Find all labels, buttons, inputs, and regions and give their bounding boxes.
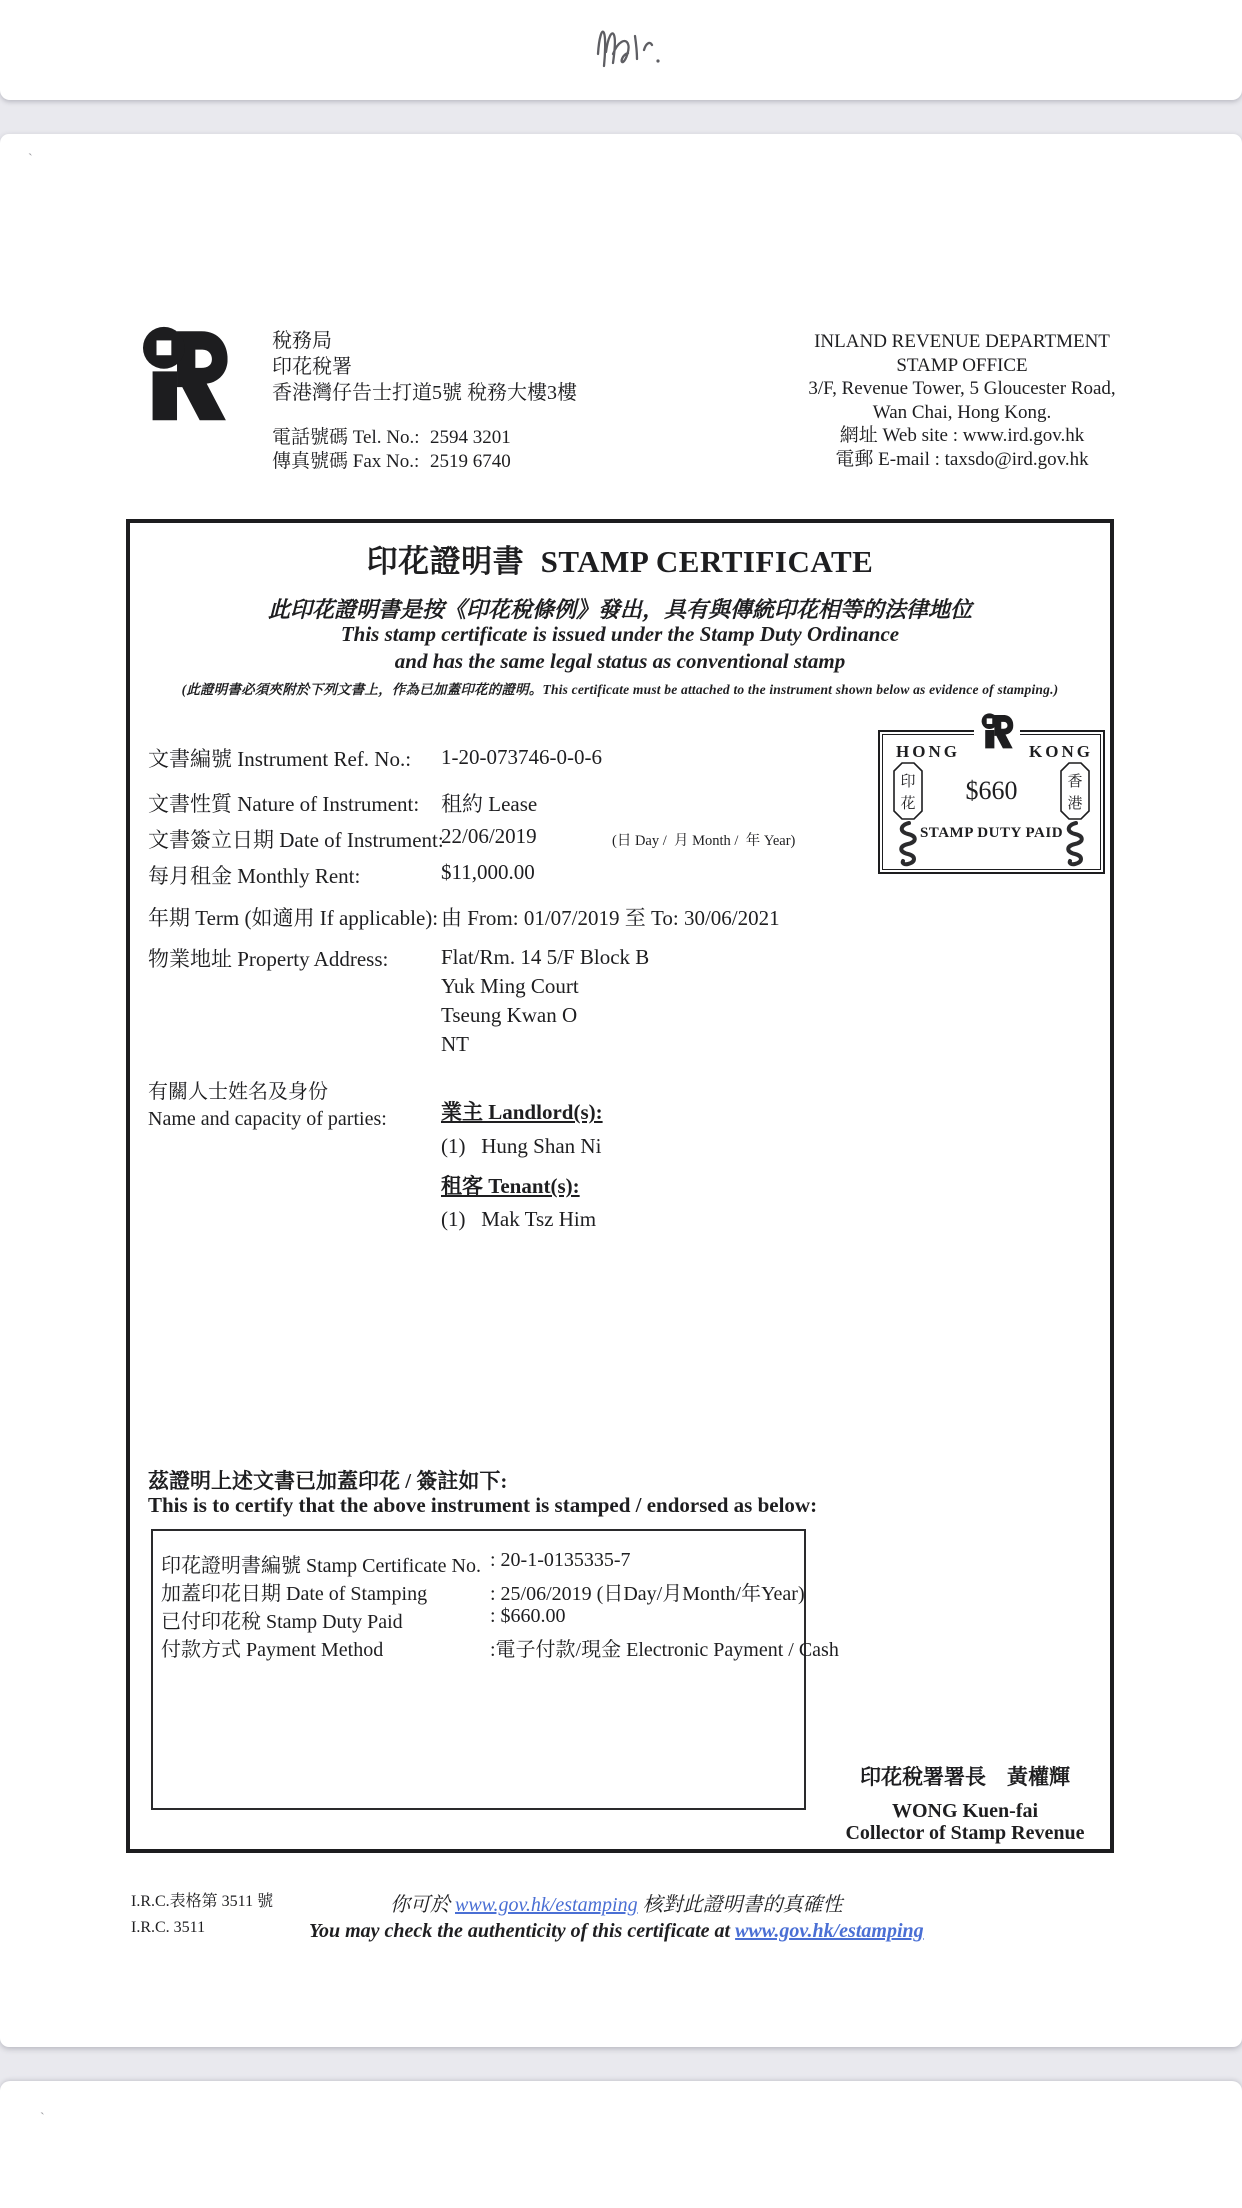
- stamping-date-value: : 25/06/2019 (日Day/月Month/年Year): [490, 1583, 805, 1605]
- cert-no-label: 印花證明書編號 Stamp Certificate No.: [161, 1555, 481, 1577]
- authenticity-line-cn: [390, 1888, 843, 1917]
- issuer-address-block: [272, 328, 577, 474]
- certificate-subtitle-cn: 此印花證明書是按《印花稅條例》發出，具有與傳統印花相等的法律地位: [267, 597, 972, 622]
- collector-name-en: WONG Kuen-fai: [891, 1800, 1039, 1822]
- authenticity-en-pre: You may check the authenticity of this certificate at: [309, 1920, 736, 1942]
- field-address-value: [441, 943, 649, 1059]
- office-name: STAMP OFFICE: [896, 354, 1028, 376]
- payment-method-row: [161, 1633, 839, 1662]
- right-seal-char-top: 香: [1067, 774, 1083, 790]
- address-line-2: Yuk Ming Court: [441, 974, 579, 998]
- certify-heading-en: This is to certify that the above instrument is stamped / endorsed as below:: [148, 1493, 818, 1517]
- attachment-note: (此證明書必須夾附於下列文書上，作為已加蓋印花的證明。This certificate must be attached to the instrument shown below as evidence of stamping.): [181, 682, 1059, 697]
- form-number-en: I.R.C. 3511: [131, 1919, 206, 1936]
- dept-website: 網址 Web site : www.ird.gov.hk: [839, 425, 1085, 446]
- form-number-cn: I.R.C.表格第 3511 號: [131, 1893, 274, 1910]
- scan-speck: `: [28, 152, 33, 167]
- stamp-chop-logo-holder: [974, 713, 1020, 753]
- certificate-title: 印花證明書 STAMP CERTIFICATE: [366, 544, 874, 579]
- previous-page-fragment: [0, 0, 1242, 100]
- field-date-format-note: (日 Day / 月 Month / 年 Year): [612, 833, 796, 849]
- cert-no-value: : 20-1-0135335-7: [490, 1549, 631, 1571]
- tenant-name: (1) Mak Tsz Him: [441, 1207, 597, 1231]
- payment-method-label: 付款方式 Payment Method: [161, 1639, 384, 1661]
- ird-logo: [138, 326, 230, 422]
- field-rent-value: $11,000.00: [441, 860, 535, 884]
- fax-row: [272, 450, 577, 474]
- dept-address-1: 3/F, Revenue Tower, 5 Gloucester Road,: [808, 378, 1116, 399]
- scan-speck-2: `: [40, 2111, 45, 2126]
- fax-value: 2519 6740: [430, 451, 511, 472]
- field-term-value: 由 From: 01/07/2019 至 To: 30/06/2021: [441, 906, 780, 930]
- tel-row: [272, 426, 577, 450]
- field-rent-label: 每月租金 Monthly Rent:: [148, 864, 361, 888]
- field-nature-value: 租約 Lease: [441, 792, 538, 816]
- duty-paid-value: : $660.00: [490, 1605, 566, 1627]
- address-line-4: NT: [441, 1032, 469, 1056]
- payment-method-value: :電子付款/現金 Electronic Payment / Cash: [490, 1639, 839, 1661]
- issuer-name-cn: 稅務局: [272, 330, 332, 352]
- certify-heading-cn: 茲證明上述文書已加蓋印花 / 簽註如下:: [148, 1469, 508, 1493]
- parties-label-cn: 有關人士姓名及身份: [148, 1081, 328, 1103]
- parties-label-en: Name and capacity of parties:: [148, 1108, 387, 1130]
- authenticity-line-en: [309, 1920, 924, 1943]
- field-address-label: 物業地址 Property Address:: [148, 947, 389, 971]
- stamp-kong-text: KONG: [1029, 742, 1093, 761]
- stamping-details-box: [151, 1529, 839, 1810]
- handwritten-mark: [588, 10, 680, 88]
- collector-title-en: Collector of Stamp Revenue: [845, 1822, 1085, 1844]
- stamp-hong-text: HONG: [896, 742, 960, 761]
- right-ornamental-seal: [1062, 820, 1088, 868]
- stamping-date-label: 加蓋印花日期 Date of Stamping: [161, 1583, 428, 1605]
- issuer-address-cn: 香港灣仔告士打道5號 稅務大樓3樓: [272, 382, 577, 404]
- certificate-subtitle-en1: This stamp certificate is issued under the Stamp Duty Ordinance: [340, 622, 900, 646]
- certificate-subtitle-en2: and has the same legal status as conventional stamp: [394, 649, 846, 673]
- left-ornamental-seal: [895, 820, 921, 868]
- field-term-label: 年期 Term (如適用 If applicable):: [148, 906, 439, 930]
- tel-label: 電話號碼 Tel. No.:: [272, 427, 420, 448]
- stamp-office-cn: 印花稅署: [272, 356, 352, 378]
- ird-logo-small: [980, 713, 1014, 749]
- tenant-heading: 租客 Tenant(s):: [441, 1174, 580, 1198]
- certificate-border-box: [126, 519, 1114, 1853]
- stamp-duty-paid-caption: STAMP DUTY PAID: [919, 825, 1064, 841]
- address-line-1: Flat/Rm. 14 5/F Block B: [441, 945, 650, 969]
- field-date-value: 22/06/2019: [441, 824, 537, 848]
- estamping-link-cn[interactable]: www.gov.hk/estamping: [455, 1894, 638, 1916]
- duty-paid-label: 已付印花稅 Stamp Duty Paid: [161, 1611, 403, 1633]
- stamp-duty-amount: $660: [965, 776, 1018, 805]
- dept-name: INLAND REVENUE DEPARTMENT: [814, 331, 1110, 352]
- parties-label: [148, 1079, 387, 1133]
- left-seal-cartouche: [893, 762, 923, 820]
- field-date-label: 文書簽立日期 Date of Instrument:: [148, 828, 444, 852]
- fax-label: 傳真號碼 Fax No.:: [272, 451, 420, 472]
- right-seal-cartouche: [1060, 762, 1090, 820]
- left-seal-char-top: 印: [900, 774, 916, 790]
- address-line-3: Tseung Kwan O: [441, 1003, 578, 1027]
- stamping-date-row: [161, 1577, 805, 1606]
- department-address-block: [800, 330, 1124, 471]
- authenticity-cn-pre: 你可於: [390, 1894, 455, 1916]
- stamp-duty-paid-chop: [878, 730, 1105, 874]
- estamping-link-en[interactable]: www.gov.hk/estamping: [735, 1920, 924, 1942]
- landlord-name: (1) Hung Shan Ni: [441, 1134, 602, 1158]
- dept-email: 電郵 E-mail : taxsdo@ird.gov.hk: [835, 448, 1089, 470]
- authenticity-cn-post: 核對此證明書的真確性: [637, 1894, 843, 1916]
- field-ref-label: 文書編號 Instrument Ref. No.:: [148, 747, 412, 771]
- dept-address-2: Wan Chai, Hong Kong.: [872, 401, 1052, 423]
- certificate-page: [0, 134, 1242, 2047]
- duty-paid-row: [161, 1605, 566, 1634]
- collector-signature-block: [830, 1761, 1100, 1844]
- field-nature-label: 文書性質 Nature of Instrument:: [148, 792, 420, 816]
- field-ref-value: 1-20-073746-0-0-6: [441, 745, 602, 769]
- right-seal-char-bottom: 港: [1067, 796, 1083, 812]
- landlord-heading: 業主 Landlord(s):: [441, 1100, 603, 1124]
- cert-no-row: [161, 1549, 631, 1578]
- tel-value: 2594 3201: [430, 427, 511, 448]
- next-page-fragment: [0, 2081, 1242, 2208]
- left-seal-char-bottom: 花: [900, 796, 916, 812]
- collector-title-cn: 印花稅署署長 黃權輝: [860, 1765, 1070, 1789]
